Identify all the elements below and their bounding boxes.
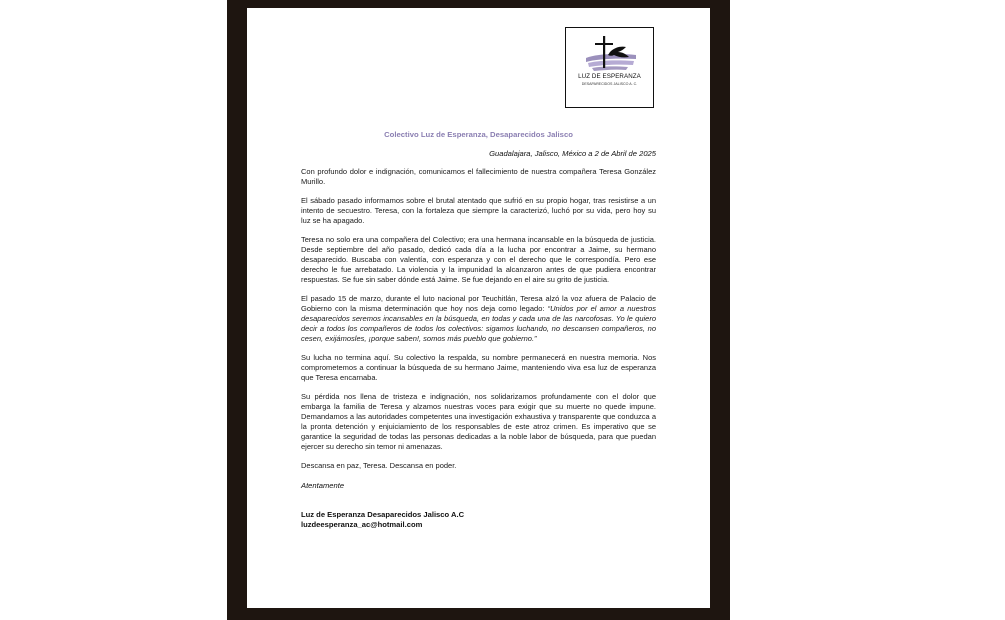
logo-title: LUZ DE ESPERANZA — [578, 73, 641, 80]
logo-subtitle: DESAPARECIDOS JALISCO A. C. — [581, 82, 638, 86]
signature-email: luzdeesperanza_ac@hotmail.com — [301, 520, 423, 529]
organization-title: Colectivo Luz de Esperanza, Desaparecidos Jalisco — [384, 130, 573, 139]
paragraph-5: Su lucha no termina aquí. Su colectivo la respalda, su nombre permanecerá en nuestra memoria. Nos comprometemos a continuar la búsqueda de su hermano Jaime, manteniendo viva esa luz de esperanza que Teresa encarnaba. — [301, 353, 656, 382]
organization-logo — [565, 27, 654, 108]
paragraph-2: El sábado pasado informamos sobre el brutal atentado que sufrió en su propio hogar, tras resistirse a un intento de secuestro. Teresa, con la fortaleza que siempre la caracterizó, luchó por su vida, pero hoy su luz se ha apagado. — [301, 196, 656, 225]
place-and-date: Guadalajara, Jalisco, México a 2 de Abril de 2025 — [489, 149, 656, 158]
document-page — [247, 8, 710, 608]
closing-salutation: Atentamente — [301, 481, 345, 490]
cross-dove-icon — [566, 28, 655, 109]
paragraph-4-intro: El pasado 15 de marzo, durante el luto nacional por Teuchitlán, Teresa alzó la voz afuera de Palacio de Gobierno con la misma determinación que hoy nos deja como legado: — [301, 294, 656, 313]
teresa-quote: “Unidos por el amor a nuestros desaparecidos seremos incansables en la búsqueda, en todas y cada una de las narcofosas. Yo le quiero decir a todos los compañeros de todos los colectivos: sigamos luchando, no descansen compañeros, no cesen, exijámosles, ¡porque saben!, somos más pueblo que gobierno.” — [301, 304, 656, 343]
paragraph-4 — [301, 294, 656, 344]
paragraph-6: Su pérdida nos llena de tristeza e indignación, nos solidarizamos profundamente con el dolor que embarga la familia de Teresa y alzamos nuestras voces para exigir que su muerte no quede impune. Demandamos a las autoridades competentes una investigación exhaustiva y transparente que conduzca a la pronta detención y enjuiciamiento de los responsables de este atroz crimen. Es imperativo que se garantice la seguridad de todas las personas dedicadas a la noble labor de búsqueda, para que puedan ejercer su derecho sin temor ni amenazas. — [301, 392, 656, 451]
paragraph-1: Con profundo dolor e indignación, comunicamos el fallecimiento de nuestra compañera Teresa González Murillo. — [301, 167, 656, 186]
picture-frame — [227, 0, 730, 620]
paragraph-3: Teresa no solo era una compañera del Colectivo; era una hermana incansable en la búsqueda de justicia. Desde septiembre del año pasado, dedicó cada día a la lucha por encontrar a Jaime, su hermano desaparecido. Buscaba con valentía, con esperanza y con el derecho que le correspondía. Pero ese derecho le fue arrebatado. La violencia y la impunidad la alcanzaron antes de que pudiera encontrar respuestas. Se fue sin saber dónde está Jaime. Se fue dejando en el aire su grito de justicia. — [301, 235, 656, 284]
paragraph-7: Descansa en paz, Teresa. Descansa en poder. — [301, 461, 457, 470]
signature-organization: Luz de Esperanza Desaparecidos Jalisco A.C — [301, 510, 465, 519]
letter-body — [301, 167, 656, 471]
